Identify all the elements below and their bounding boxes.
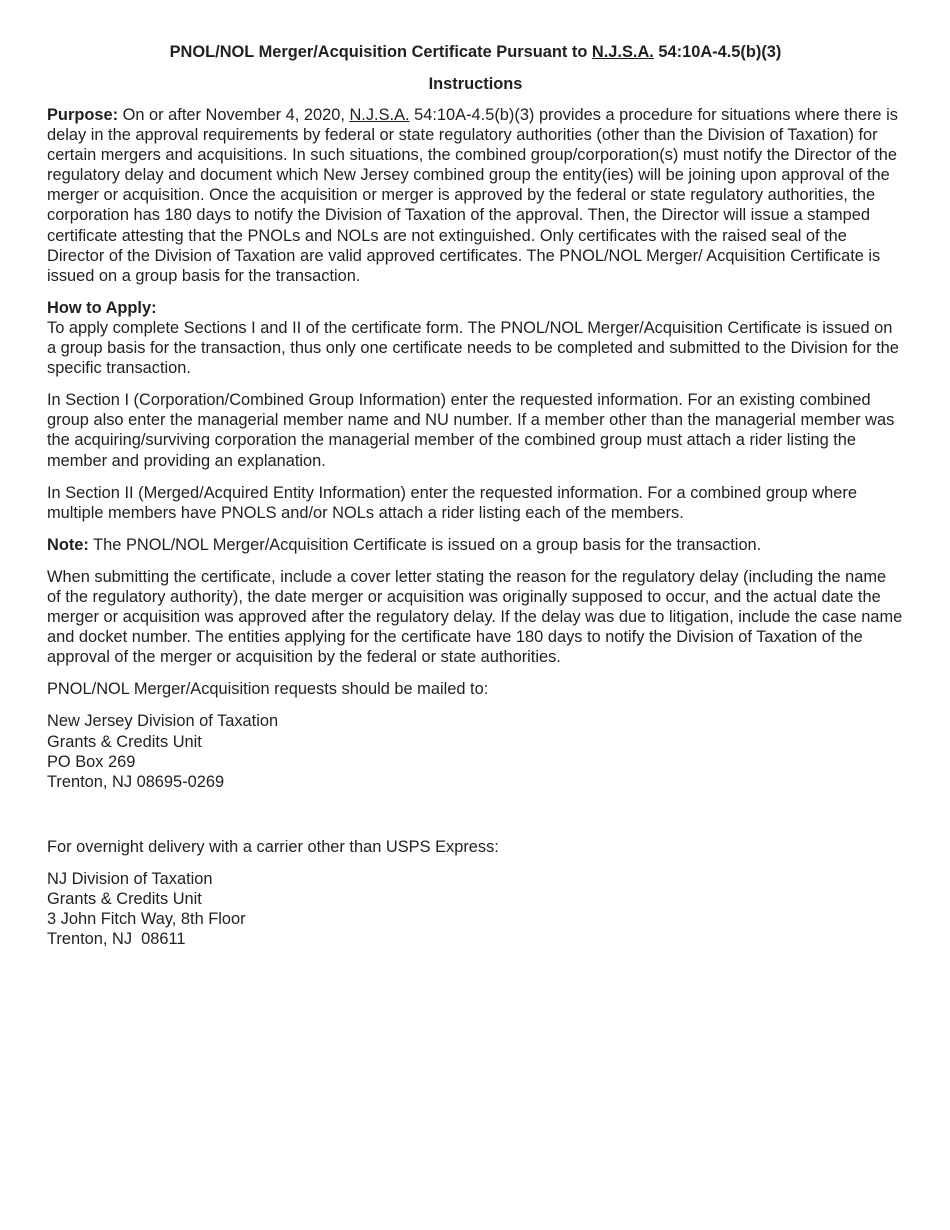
overnight-address-line: NJ Division of Taxation <box>47 869 213 888</box>
mail-intro: PNOL/NOL Merger/Acquisition requests should be mailed to: <box>47 680 489 699</box>
title-suffix: 54:10A-4.5(b)(3) <box>653 43 782 61</box>
mail-address-line: New Jersey Division of Taxation <box>47 712 279 731</box>
section-1-paragraph: In Section I (Corporation/Combined Group Information) enter the requested information. For an existing combined group also enter the managerial member name and NU number. If a member other than the managerial member was the acquiring/surviving corporation the managerial member of the combined group must attach a rider listing the member and providing an explanation. <box>47 391 895 470</box>
note-label: Note: <box>47 535 89 554</box>
overnight-intro: For overnight delivery with a carrier other than USPS Express: <box>47 837 499 856</box>
overnight-address <box>47 869 904 949</box>
submission-paragraph: When submitting the certificate, include a cover letter stating the reason for the regulatory delay (including the name of the regulatory authority), the date merger or acquisition was originally supposed to occur, and the actual date the merger or acquisition was approved after the regulatory delay. If the delay was due to litigation, include the case name and docket number. The entities applying for the certificate have 180 days to notify the Division of Taxation of the approval of the merger or acquisition by the federal or state authorities. <box>47 567 903 667</box>
mail-address-line: PO Box 269 <box>47 752 136 771</box>
mail-address <box>47 711 904 791</box>
note-paragraph <box>47 535 904 555</box>
overnight-address-line: 3 John Fitch Way, 8th Floor <box>47 910 246 929</box>
instructions-heading: Instructions <box>428 75 523 93</box>
mail-address-line: Trenton, NJ 08695-0269 <box>47 772 225 791</box>
purpose-statute: N.J.S.A. <box>349 106 410 124</box>
note-text: The PNOL/NOL Merger/Acquisition Certificate is issued on a group basis for the transaction. <box>88 535 762 554</box>
mail-address-line: Grants & Credits Unit <box>47 732 202 751</box>
title-prefix: PNOL/NOL Merger/Acquisition Certificate Pursuant to <box>169 43 592 61</box>
overnight-address-line: Grants & Credits Unit <box>47 890 202 908</box>
overnight-address-line: Trenton, NJ 08611 <box>47 930 186 949</box>
section-2-paragraph: In Section II (Merged/Acquired Entity Information) enter the requested information. For a combined group where multiple members have PNOLS and/or NOLs attach a rider listing each of the members. <box>47 483 857 522</box>
purpose-label: Purpose: <box>47 106 119 124</box>
how-to-apply-paragraph-1: To apply complete Sections I and II of the certificate form. The PNOL/NOL Merger/Acquisition Certificate is issued on a group basis for the transaction, thus only one certificate needs to be completed and submitted to the Division for the specific transaction. <box>47 318 899 378</box>
document-title <box>47 42 904 62</box>
purpose-text-before-statute: On or after November 4, 2020, <box>118 106 350 124</box>
purpose-paragraph <box>47 105 904 286</box>
purpose-text-after-statute: 54:10A-4.5(b)(3) provides a procedure for situations where there is delay in the approval requirements by federal or state regulatory authorities (other than the Division of Taxation) for certain mergers and acquisitions. In such situations, the combined group/corporation(s) must notify the Director of the regulatory delay and document which New Jersey combined group the entity(ies) will be joining upon approval of the merger or acquisition. Once the acquisition or merger is approved by the federal or state regulatory authorities, the corporation has 180 days to notify the Division of Taxation of the approval. Then, the Director will issue a stamped certificate attesting that the PNOLs and NOLs are not extinguished. Only certificates with the raised seal of the Director of the Division of Taxation are valid approved certificates. The PNOL/NOL Merger/ Acquisition Certificate is issued on a group basis for the transaction. <box>47 106 898 285</box>
how-to-apply-heading: How to Apply: <box>47 298 157 317</box>
title-statute: N.J.S.A. <box>591 43 654 61</box>
